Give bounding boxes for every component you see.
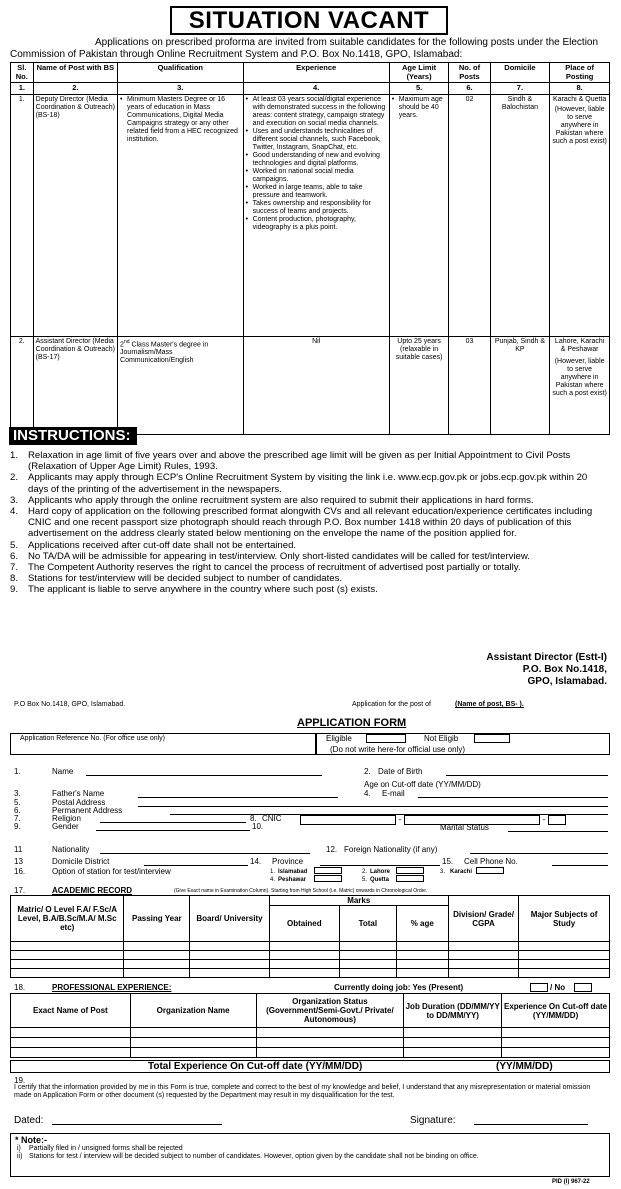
item-number: 2.	[10, 472, 19, 484]
list-item	[10, 584, 610, 595]
num-cell: 3.	[118, 83, 244, 95]
cell-domicile: Punjab, Sindh & KP	[490, 336, 550, 434]
field-number: 17.	[14, 886, 26, 895]
station-checkbox[interactable]	[396, 875, 424, 882]
num-cell: 1.	[11, 83, 34, 95]
field-number: 15.	[442, 857, 454, 866]
station-label: Option of station for test/interview	[52, 867, 171, 876]
domicile-label: Domicile District	[52, 857, 110, 866]
qual-prefix: 2	[120, 340, 124, 348]
cnic-dash: -	[398, 815, 402, 824]
domicile-field[interactable]	[144, 857, 248, 866]
field-number: 12.	[326, 845, 338, 854]
item-number: 7.	[10, 562, 19, 574]
religion-label: Religion	[52, 814, 81, 823]
office-note: (Do not write here-for official use only)	[330, 745, 466, 754]
station-number: 3.	[440, 869, 446, 875]
signatory-line: GPO, Islamabad.	[527, 676, 607, 687]
prof-col: Experience On Cut-off date (YY/MM/DD)	[502, 994, 610, 1028]
eligible-checkbox[interactable]	[366, 734, 406, 743]
cell-sl: 2.	[11, 336, 34, 434]
cell-age: Upto 25 years (relaxable in suitable cases)	[389, 336, 449, 434]
marital-field[interactable]	[508, 823, 608, 832]
signature-label: Signature:	[410, 1115, 456, 1126]
num-cell: 5.	[389, 83, 449, 95]
cell-posts: 03	[449, 336, 490, 434]
applied-for-value: (Name of post, BS- ).	[455, 701, 524, 708]
total-exp-label: Total Experience On Cut-off date (YY/MM/DD)	[148, 1061, 363, 1072]
applied-for-label: Application for the post of	[352, 701, 431, 708]
postal-label: Postal Address	[52, 798, 106, 807]
list-item: • Good understanding of new and evolving technologies and digital platforms.	[246, 152, 387, 168]
signature-field[interactable]	[474, 1116, 588, 1125]
item-number: 8.	[10, 573, 19, 585]
age-cutoff-label: Age on Cut-off date (YY/MM/DD)	[364, 780, 481, 789]
num-cell: 8.	[550, 83, 610, 95]
academic-col: Board/ University	[190, 896, 269, 942]
table-number-row	[11, 83, 610, 95]
signatory-block	[455, 652, 607, 688]
field-number: 6.	[14, 806, 21, 815]
cell-posting	[550, 94, 610, 336]
field-number: 11	[14, 845, 23, 854]
posting-note: (However, liable to serve anywhere in Pakistan where such a post exist)	[552, 105, 607, 145]
station-label: Lahore	[370, 869, 391, 875]
field-number: 13	[14, 857, 23, 866]
header-experience: Experience	[243, 63, 389, 83]
table-row	[11, 94, 610, 336]
num-cell: 4.	[243, 83, 389, 95]
academic-col: Total	[339, 906, 396, 942]
note-text: Stations for test / interview will be decided subject to number of candidates. However, option given by the candidate shall not be binding on office.	[29, 1153, 479, 1160]
academic-col: Marks	[269, 896, 448, 906]
station-number: 1.	[270, 869, 276, 875]
cell-domicile: Sindh & Balochistan	[490, 94, 550, 336]
note-number: ii)	[17, 1153, 23, 1160]
field-number: 4.	[364, 789, 371, 798]
signatory-line: P.O. Box No.1418,	[522, 664, 607, 675]
father-label: Father's Name	[52, 789, 105, 798]
academic-col: Major Subjects of Study	[519, 896, 610, 942]
item-text: No TA/DA will be admissible for appearing in test/interview. Only short-listed candidates will be called for test/interview.	[28, 550, 530, 562]
posting-note: (However, liable to serve anywhere in Pakistan where such a post exist)	[552, 357, 607, 397]
academic-col: Passing Year	[124, 896, 190, 942]
header-age: Age Limit (Years)	[389, 63, 449, 83]
prof-col: Organization Status (Government/Semi-Govt./ Private/ Autonomous)	[256, 994, 404, 1028]
note-number: i)	[17, 1144, 21, 1152]
table-row[interactable]	[11, 960, 610, 969]
table-header-row	[11, 63, 610, 83]
note-item	[15, 1153, 605, 1162]
cnic-box[interactable]	[300, 815, 396, 825]
cell-experience: Nil	[243, 336, 389, 434]
station-number: 2.	[362, 869, 368, 875]
list-item	[10, 506, 610, 540]
header-posting: Place of Posting	[550, 63, 610, 83]
not-eligible-label: Not Eligib	[424, 734, 459, 743]
item-text: The applicant is liable to serve anywhere in the country where such post (s) exists.	[28, 584, 378, 596]
prof-col: Job Duration (DD/MM/YY to DD/MM/YY)	[404, 994, 502, 1028]
foreign-field[interactable]	[470, 845, 608, 854]
field-number: 10.	[252, 822, 264, 831]
nationality-label: Nationality	[52, 845, 90, 854]
list-item: • At least 03 years social/digital experience with demonstrated success in the following areas: content strategy, campaign strategy and execution on social media channels.	[246, 96, 387, 128]
item-text: Stations for test/interview will be decided subject to number of candidates.	[28, 573, 343, 585]
academic-note: (Give Exact name in Examination Column). Starting from High School (i.e. Matric) onwards in Chronological Order.	[174, 888, 428, 894]
cell-qualification	[118, 336, 244, 434]
field-number: 7.	[14, 814, 21, 823]
no-label: / No	[550, 983, 566, 992]
cell-qualification	[118, 94, 244, 336]
cell-post: Deputy Director (Media Coordination & Outreach) (BS-18)	[33, 94, 117, 336]
list-item: • Worked on national social media campaigns.	[246, 168, 387, 184]
cnic-label: CNIC	[262, 814, 282, 823]
header-sl: Sl. No.	[11, 63, 34, 83]
cnic-dash: -	[542, 815, 546, 824]
po-box: P.O Box No.1418, GPO, Islamabad.	[14, 701, 126, 708]
header-qualification: Qualification	[118, 63, 244, 83]
item-text: Applicants may apply through ECP's Online Recruitment System by visiting the link i.e. www.ecp.gov.pk or jobs.ecp.gov.pk within 20 days of the printing of the advertisement in the newspapers.	[28, 472, 588, 495]
professional-table	[10, 993, 610, 1058]
professional-title: PROFESSIONAL EXPERIENCE:	[52, 983, 172, 992]
station-checkbox[interactable]	[314, 875, 342, 882]
field-number: 9.	[14, 822, 21, 831]
heading: SITUATION VACANT	[170, 6, 448, 35]
header-post: Name of Post with BS	[33, 63, 117, 83]
list-item: • Maximum age should be 40 years.	[392, 96, 447, 120]
list-item	[10, 573, 610, 584]
gender-label: Gender	[52, 822, 79, 831]
item-number: 6.	[10, 550, 19, 562]
academic-col: Division/ Grade/ CGPA	[448, 896, 518, 942]
email-label: E-mail	[382, 789, 405, 798]
list-item: • Worked in large teams, able to take pressure and teamwork.	[246, 184, 387, 200]
table-row[interactable]	[11, 951, 610, 960]
not-eligible-checkbox[interactable]	[474, 734, 510, 743]
province-field[interactable]	[320, 857, 440, 866]
dated-field[interactable]	[52, 1116, 222, 1125]
item-text: Applicants who apply through the online recruitment system are also required to submit their applications in hard forms.	[28, 494, 534, 506]
reference-label: Application Reference No. (For office use only)	[20, 735, 165, 742]
currently-label: Currently doing job: Yes (Present)	[334, 983, 464, 992]
cell-label: Cell Phone No.	[464, 857, 518, 866]
academic-title: ACADEMIC RECORD	[52, 886, 132, 895]
note-title: * Note:-	[15, 1135, 47, 1145]
num-cell: 2.	[33, 83, 117, 95]
field-number: 14.	[250, 857, 262, 866]
intro-text: Applications on prescribed proforma are invited from suitable candidates for the following posts under the Election Commission of Pakistan through Online Recruitment System and P.O. Box No.1418, GPO, Islamabad:	[10, 37, 599, 60]
note-text: Partially filed in / unsigned forms shall be rejected	[29, 1144, 183, 1152]
table-row[interactable]	[11, 969, 610, 978]
nationality-field[interactable]	[100, 845, 310, 854]
item-number: 5.	[10, 539, 19, 551]
dated-label: Dated:	[14, 1115, 44, 1126]
academic-col: % age	[396, 906, 448, 942]
cell-posting	[550, 336, 610, 434]
station-number: 5.	[362, 877, 368, 883]
instructions-title: INSTRUCTIONS:	[9, 427, 137, 445]
list-item	[10, 562, 610, 573]
station-label: Quetta	[370, 877, 390, 883]
cell-age	[389, 94, 449, 336]
table-row	[11, 336, 610, 434]
cell-post: Assistant Director (Media Coordination & Outreach) (BS-17)	[33, 336, 117, 434]
table-row[interactable]	[11, 1028, 610, 1038]
station-label: Karachi	[450, 869, 473, 875]
table-row[interactable]	[11, 1048, 610, 1058]
station-checkbox[interactable]	[476, 867, 504, 874]
field-number: 18.	[14, 983, 26, 992]
table-row[interactable]	[11, 1038, 610, 1048]
academic-col: Matric/ O Level F.A/ F.Sc/A Level, B.A/B.Sc/M.A/ M.Sc etc)	[11, 896, 124, 942]
station-checkbox[interactable]	[314, 867, 342, 874]
list-item	[10, 472, 610, 494]
cell-posts: 02	[449, 94, 490, 336]
prof-col: Exact Name of Post	[11, 994, 131, 1028]
cell-experience	[243, 94, 389, 336]
list-item: • Minimum Masters Degree or 16 years of education in Mass Communications, Digital Media Campaigns strategy or any other related field from a HEC recognized institution.	[120, 96, 241, 144]
academic-table	[10, 895, 610, 978]
list-item: • Content production, photography, videography is a plus point.	[246, 216, 387, 232]
item-number: 1.	[10, 450, 19, 461]
station-label: Peshawar	[278, 877, 307, 883]
item-text: Relaxation in age limit of five years over and above the prescribed age limit will be given as per Initial Appointment to Civil Posts (Relaxation of Upper Age Limit) Rules, 1993.	[28, 450, 571, 473]
field-number: 3.	[14, 789, 21, 798]
cell-sl: 1.	[11, 94, 34, 336]
qual-text: Class Master's degree in Journalism/Mass Communication/English	[120, 340, 209, 364]
gender-field[interactable]	[96, 822, 250, 831]
dob-label: Date of Birth	[378, 767, 423, 776]
name-field[interactable]	[86, 767, 322, 776]
certify-text: I certify that the information provided by me in this Form is true, complete and correct to the best of my knowledge and belief, I understand that any misrepresentation or material omission made on Application Form or other document (s) requested by the Department may result in my disqualification for the test.	[14, 1084, 591, 1100]
list-item	[10, 450, 610, 472]
no-checkbox[interactable]	[574, 983, 592, 992]
field-number: 16.	[14, 867, 26, 876]
posts-table	[10, 62, 610, 435]
province-label: Province	[272, 857, 304, 866]
academic-col: Obtained	[269, 906, 339, 942]
form-title: APPLICATION FORM	[297, 717, 407, 729]
item-number: 3.	[10, 494, 19, 506]
pid: PID (I) 967-22	[552, 1179, 590, 1185]
station-checkbox[interactable]	[396, 867, 424, 874]
posting-text: Karachi & Quetta	[552, 95, 607, 103]
posting-text: Lahore, Karachi & Peshawar	[554, 337, 605, 353]
list-item	[10, 495, 610, 506]
note-box	[10, 1133, 610, 1177]
list-item: • Takes ownership and responsibility for success of teams and projects.	[246, 200, 387, 216]
prof-col: Organization Name	[130, 994, 256, 1028]
yes-checkbox[interactable]	[530, 983, 548, 992]
station-label: Islamabad	[278, 869, 308, 875]
item-text: The Competent Authority reserves the right to cancel the process of recruitment of advertised post partially or totally.	[28, 562, 521, 574]
email-field[interactable]	[418, 789, 608, 798]
name-label: Name	[52, 767, 74, 776]
field-number: 5.	[14, 798, 21, 807]
qual-superscript: nd	[123, 338, 130, 345]
item-text: Applications received after cut-off date shall not be entertained.	[28, 539, 297, 551]
num-cell: 7.	[490, 83, 550, 95]
dob-field[interactable]	[446, 767, 608, 776]
marital-label: Marital Status	[440, 823, 489, 832]
cell-field[interactable]	[552, 857, 608, 866]
field-number: 19.	[14, 1076, 26, 1085]
item-text: Hard copy of application on the following prescribed format alongwith CVs and all relevant education/experience certificates including CNIC and one recent passport size photograph should reach through P.O. Box number 1418 within 20 days of publication of this advertisement on the address clearly stated below mentioning on the envelope the name of the position applied for.	[28, 506, 593, 540]
permanent-label: Permanent Address	[52, 806, 123, 815]
total-exp-value: (YY/MM/DD)	[496, 1061, 553, 1072]
instructions-list	[10, 450, 610, 596]
table-row[interactable]	[11, 942, 610, 951]
signatory-line: Assistant Director (Estt-I)	[486, 652, 607, 663]
list-item	[10, 551, 610, 562]
list-item	[10, 540, 610, 551]
header-posts: No. of Posts	[449, 63, 490, 83]
num-cell: 6.	[449, 83, 490, 95]
field-number: 8.	[250, 814, 257, 823]
list-item: • Uses and understands technicalities of different social channels, such Facebook, Twitter, Instagram, SnapChat, etc.	[246, 128, 387, 152]
note-item	[15, 1145, 605, 1154]
field-number: 2.	[364, 767, 371, 776]
field-number: 1.	[14, 767, 21, 776]
father-field[interactable]	[138, 789, 338, 798]
item-number: 9.	[10, 584, 19, 596]
station-number: 4.	[270, 877, 276, 883]
item-number: 4.	[10, 506, 19, 518]
header-domicile: Domicile	[490, 63, 550, 83]
foreign-label: Foreign Nationality (if any)	[344, 845, 438, 854]
eligible-label: Eligible	[326, 734, 352, 743]
